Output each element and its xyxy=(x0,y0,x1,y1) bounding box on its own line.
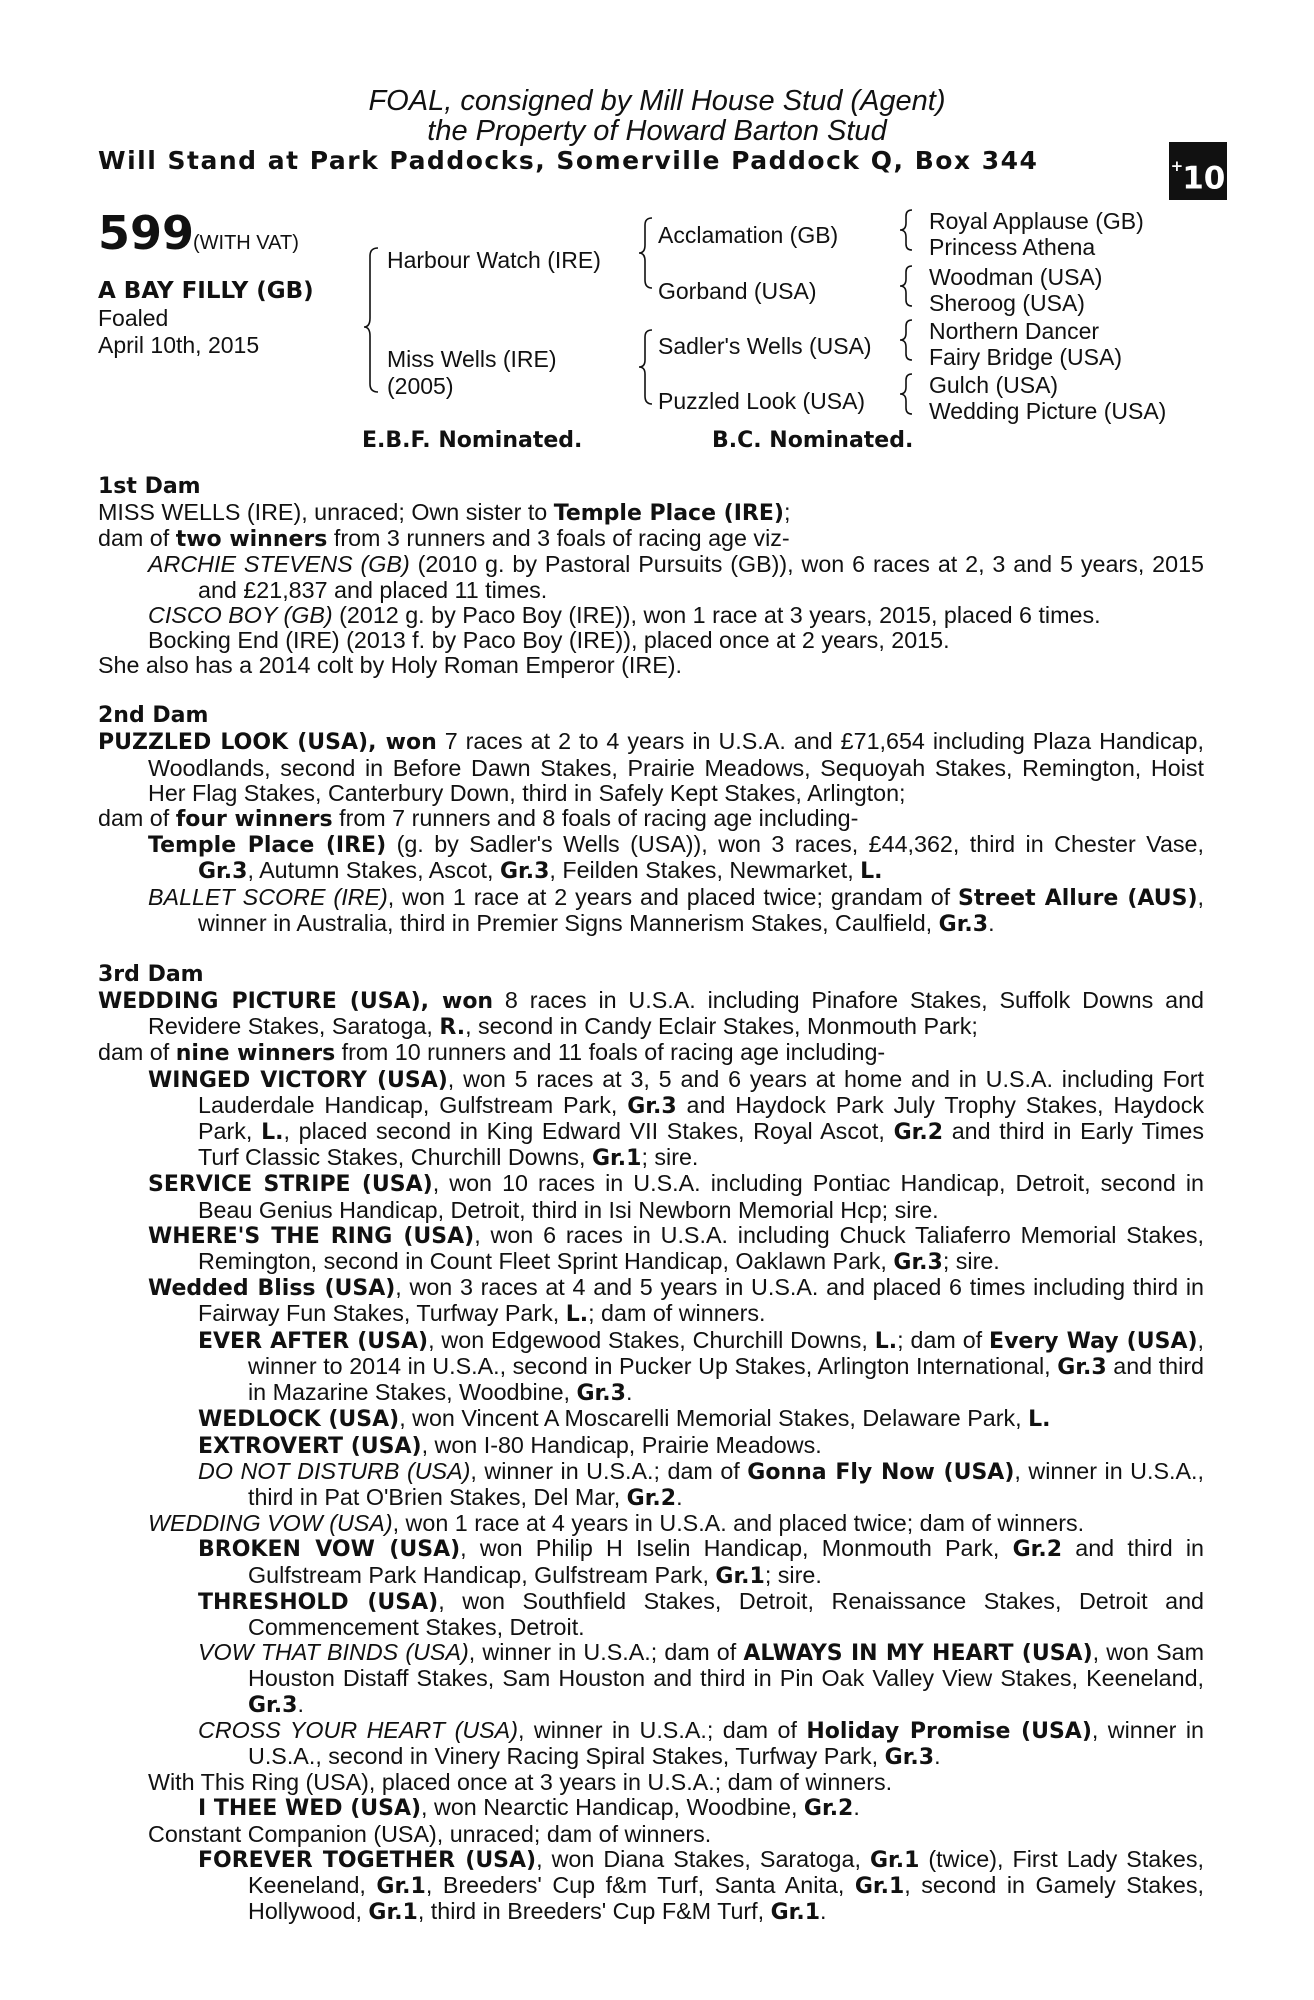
bracket-ss xyxy=(900,210,912,250)
sss: Royal Applause (GB) xyxy=(929,208,1144,234)
dds: Gulch (USA) xyxy=(929,372,1059,398)
dam-dam: Puzzled Look (USA) xyxy=(658,388,866,414)
dss: Northern Dancer xyxy=(929,318,1100,344)
second-dam-produce-summary: dam of four winners from 7 runners and 8 foals of racing age including- xyxy=(98,805,859,833)
sire: Harbour Watch (IRE) xyxy=(387,247,601,273)
sire-dam: Gorband (USA) xyxy=(658,278,817,304)
bc-nominated: B.C. Nominated. xyxy=(712,428,914,453)
bracket-dd xyxy=(900,374,912,414)
produce-with-this-ring: With This Ring (USA), placed once at 3 years in U.S.A.; dam of winners. xyxy=(148,1769,893,1796)
sdd: Sheroog (USA) xyxy=(929,290,1085,316)
dam: Miss Wells (IRE) xyxy=(387,346,557,372)
lot-title: A BAY FILLY (GB) xyxy=(98,278,314,304)
grandproduce-wedlock: WEDLOCK (USA), won Vincent A Moscarelli Memorial Stakes, Delaware Park, L. xyxy=(198,1405,1051,1433)
badge-plus: + xyxy=(1170,157,1184,175)
grandproduce-forever-together: FOREVER TOGETHER (USA), won Diana Stakes, Saratoga, Gr.1 (twice), First Lady Stakes, Keeneland, Gr.1, Breeders' Cup f&m Turf, Santa Anita, Gr.1, second in Gamely Stakes, Hollywood, Gr.1, third in Breeders' Cup F&M Turf, Gr.1. xyxy=(198,1845,1204,1926)
produce-bocking-end: Bocking End (IRE) (2013 f. by Paco Boy (IRE)), placed once at 2 years, 2015. xyxy=(148,627,950,654)
consignor-line: FOAL, consigned by Mill House Stud (Agent) xyxy=(368,85,946,117)
ddd: Wedding Picture (USA) xyxy=(929,398,1167,424)
sire-bracket xyxy=(639,218,652,288)
main-bracket xyxy=(364,248,378,392)
produce-wedded-bliss: Wedded Bliss (USA), won 3 races at 4 and 5 years in U.S.A. and placed 6 times including third in Fairway Fun Stakes, Turfway Park, L.; dam of winners. xyxy=(148,1274,1204,1328)
produce-cisco-boy: CISCO BOY (GB) (2012 g. by Paco Boy (IRE)), won 1 race at 3 years, 2015, placed 6 times. xyxy=(148,601,1101,628)
second-dam-heading: 2nd Dam xyxy=(98,703,209,729)
dsd: Fairy Bridge (USA) xyxy=(929,344,1122,370)
sire-sire: Acclamation (GB) xyxy=(658,222,839,248)
dam-year: (2005) xyxy=(387,373,454,399)
produce-winged-victory: WINGED VICTORY (USA), won 5 races at 3, 5 and 6 years at home and in U.S.A. including Fort Lauderdale Handicap, Gulfstream Park, Gr.3 and Haydock Park July Trophy Stakes, Haydock Park, L., placed second in King Edward VII Stakes, Royal Ascot, Gr.2 and third in Early Times Turf Classic Stakes, Churchill Downs, Gr.1; sire. xyxy=(148,1065,1204,1172)
produce-wheres-the-ring: WHERE'S THE RING (USA), won 6 races in U.S.A. including Chuck Taliaferro Memorial Stakes, Remington, second in Count Fleet Sprint Handicap, Oaklawn Park, Gr.3; sire. xyxy=(148,1221,1204,1276)
second-dam-line: PUZZLED LOOK (USA), won 7 races at 2 to 4 years in U.S.A. and £71,654 including Plaza Handicap, Woodlands, second in Before Dawn Stakes, Prairie Meadows, Sequoyah Stakes, Remington, Hoist Her Flag Stakes, Canterbury Down, third in Safely Kept Stakes, Arlington; xyxy=(98,728,1204,806)
grandproduce-broken-vow: BROKEN VOW (USA), won Philip H Iselin Handicap, Monmouth Park, Gr.2 and third in Gulfstream Park Handicap, Gulfstream Park, Gr.1; sire. xyxy=(198,1535,1205,1589)
lot-number: 599 xyxy=(98,206,195,260)
produce-service-stripe: SERVICE STRIPE (USA), won 10 races in U.S.A. including Pontiac Handicap, Detroit, second in Beau Genius Handicap, Detroit, third in Isi Newborn Memorial Hcp; sire. xyxy=(148,1170,1204,1223)
first-dam-section xyxy=(98,474,1204,678)
grandproduce-i-thee-wed: I THEE WED (USA), won Nearctic Handicap, Woodbine, Gr.2. xyxy=(198,1794,860,1822)
foaled-date: April 10th, 2015 xyxy=(98,332,260,358)
bracket-ds xyxy=(900,320,912,360)
ssd: Princess Athena xyxy=(929,234,1096,260)
grandproduce-extrovert: EXTROVERT (USA), won I-80 Handicap, Prairie Meadows. xyxy=(198,1431,822,1459)
sds: Woodman (USA) xyxy=(929,264,1103,290)
produce-temple-place: Temple Place (IRE) (g. by Sadler's Wells (USA)), won 3 races, £44,362, third in Chester Vase, Gr.3, Autumn Stakes, Ascot, Gr.3, Feilden Stakes, Newmarket, L. xyxy=(148,831,1204,885)
produce-ballet-score: BALLET SCORE (IRE), won 1 race at 2 years and placed twice; grandam of Street Allure (AUS), winner in Australia, third in Premier Signs Mannerism Stakes, Caulfield, Gr.3. xyxy=(148,883,1204,937)
produce-wedding-vow: WEDDING VOW (USA), won 1 race at 4 years in U.S.A. and placed twice; dam of winners. xyxy=(148,1510,1085,1537)
foaled-label: Foaled xyxy=(98,305,169,331)
dam-bracket xyxy=(639,330,652,404)
produce-constant-companion: Constant Companion (USA), unraced; dam of winners. xyxy=(148,1820,712,1847)
produce-2014-colt: She also has a 2014 colt by Holy Roman Emperor (IRE). xyxy=(98,652,682,679)
first-dam-produce-summary: dam of two winners from 3 runners and 3 foals of racing age viz- xyxy=(98,525,790,553)
grandproduce-cross-your-heart: CROSS YOUR HEART (USA), winner in U.S.A.; dam of Holiday Promise (USA), winner in U.S.A., second in Vinery Racing Spiral Stakes, Turfway Park, Gr.3. xyxy=(198,1716,1204,1770)
grandproduce-threshold: THRESHOLD (USA), won Southfield Stakes, Detroit, Renaissance Stakes, Detroit and Commencement Stakes, Detroit. xyxy=(198,1587,1204,1640)
third-dam-heading: 3rd Dam xyxy=(98,962,204,988)
grandproduce-vow-that-binds: VOW THAT BINDS (USA), winner in U.S.A.; dam of ALWAYS IN MY HEART (USA), won Sam Houston Distaff Stakes, Sam Houston and third in Pin Oak Valley View Stakes, Keeneland, Gr.3. xyxy=(198,1639,1205,1718)
bracket-sd xyxy=(900,266,912,306)
third-dam-section xyxy=(98,962,1204,1925)
produce-archie-stevens: ARCHIE STEVENS (GB) (2010 g. by Pastoral Pursuits (GB)), won 6 races at 2, 3 and 5 years, 2015 and £21,837 and placed 11 times. xyxy=(148,551,1204,603)
property-line: the Property of Howard Barton Stud xyxy=(427,115,887,147)
second-dam-section xyxy=(98,703,1204,937)
grandproduce-do-not-disturb: DO NOT DISTURB (USA), winner in U.S.A.; dam of Gonna Fly Now (USA), winner in U.S.A., third in Pat O'Brien Stakes, Del Mar, Gr.2. xyxy=(198,1457,1204,1511)
grandproduce-ever-after: EVER AFTER (USA), won Edgewood Stakes, Churchill Downs, L.; dam of Every Way (USA), winner to 2014 in U.S.A., second in Pucker Up Stakes, Arlington International, Gr.3 and third in Mazarine Stakes, Woodbine, Gr.3. xyxy=(198,1326,1205,1407)
ebf-nominated: E.B.F. Nominated. xyxy=(362,428,583,453)
first-dam-line: MISS WELLS (IRE), unraced; Own sister to Temple Place (IRE); xyxy=(98,499,791,526)
stand-line: Will Stand at Park Paddocks, Somerville Paddock Q, Box 344 xyxy=(98,146,1039,175)
dam-sire: Sadler's Wells (USA) xyxy=(658,333,872,359)
vat-label: (WITH VAT) xyxy=(193,232,299,254)
catalogue-body xyxy=(98,474,1204,1925)
third-dam-line: WEDDING PICTURE (USA), won 8 races in U.S.A. including Pinafore Stakes, Suffolk Downs and Revidere Stakes, Saratoga, R., second in Candy Eclair Stakes, Monmouth Park; xyxy=(98,987,1204,1041)
third-dam-produce-summary: dam of nine winners from 10 runners and 11 foals of racing age including- xyxy=(98,1039,886,1067)
first-dam-heading: 1st Dam xyxy=(98,474,201,499)
badge-number: 10 xyxy=(1182,160,1226,197)
